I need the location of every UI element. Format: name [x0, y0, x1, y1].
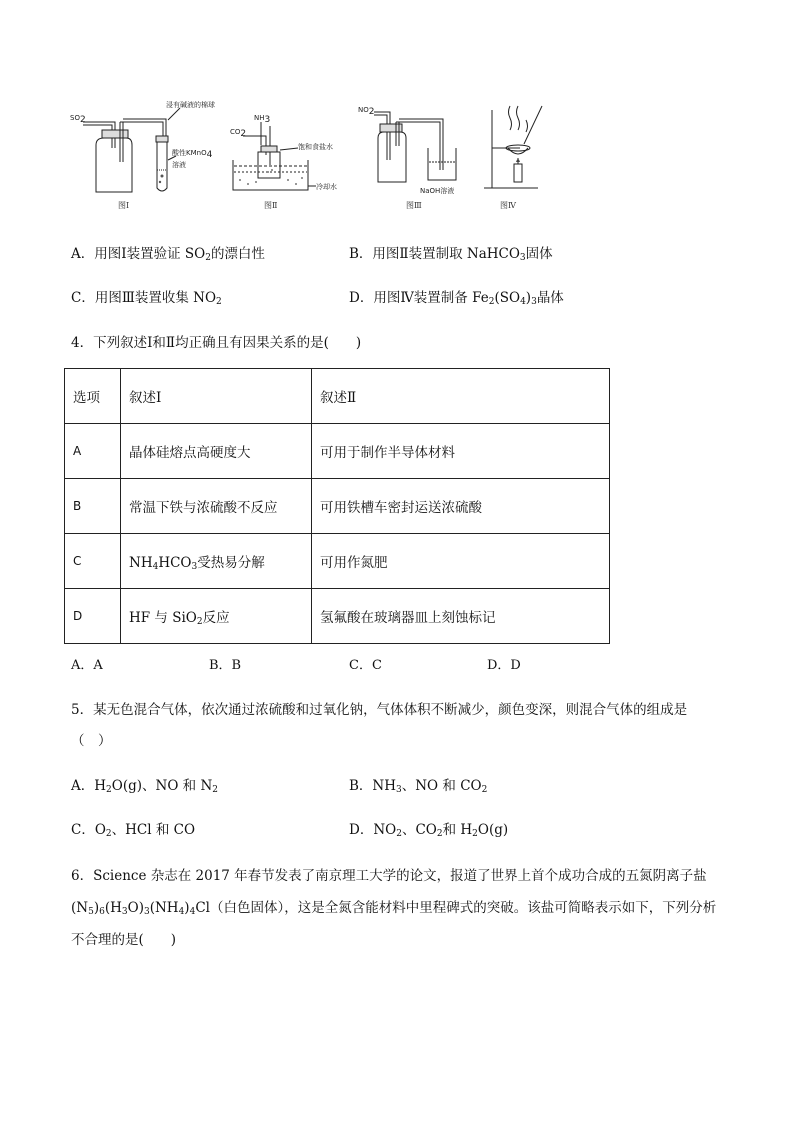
row-statement-1: 晶体硅熔点高硬度大 [121, 424, 312, 479]
q5-option-d[interactable]: D．$NO_2$、$CO_2$和 $H_2O(g)$ [349, 822, 509, 839]
apparatus-2-drawing [228, 100, 358, 200]
row-option: B [65, 479, 121, 534]
co2-label: $CO_2$ [230, 128, 247, 139]
gas-label-so2: $SO_2$ [70, 114, 86, 125]
q5-option-a[interactable]: A．$H_2O(g)$、NO 和 $N_2$ [71, 778, 219, 795]
q6-line-2: $(N_5)_6(H_3O)_3(NH_4)_4Cl$（白色固体），这是全氮含能材料中里程碑式的突破。该盐可简略表示如下，下列分析 [71, 900, 717, 917]
q5-option-b[interactable]: B．$NH_3$、NO 和 $CO_2$ [349, 778, 488, 795]
cotton-label: 浸有碱液的棉球 [166, 101, 215, 109]
table-row [65, 479, 610, 534]
q3-option-a[interactable]: A．用图Ⅰ装置验证 $SO_2$的漂白性 [71, 246, 265, 263]
q5-stem: 5．某无色混合气体，依次通过浓硫酸和过氧化钠，气体体积不断减少，颜色变深，则混合气体的组成是 [71, 702, 688, 718]
q5-option-c[interactable]: C．$O_2$、HCl 和 CO [71, 822, 196, 839]
row-statement-2: 可用于制作半导体材料 [312, 424, 610, 479]
q4-answer-c[interactable]: C．C [349, 658, 382, 673]
row-statement-2: 可用作氮肥 [312, 534, 610, 589]
naoh-label: NaOH溶液 [420, 187, 455, 195]
figure-4 [480, 100, 560, 215]
q5-paren: （ ） [71, 733, 112, 749]
figure-2-caption: 图Ⅱ [264, 201, 278, 210]
q4-answer-a[interactable]: A．A [71, 658, 103, 673]
figure-1-caption: 图Ⅰ [118, 201, 130, 210]
row-statement-1: $NH_4HCO_3$受热易分解 [121, 534, 312, 589]
figure-3-caption: 图Ⅲ [406, 201, 422, 210]
figure-2 [228, 100, 358, 215]
kmno4-label: 酸性KMnO$_4$ [172, 149, 213, 160]
q4-table [64, 368, 610, 644]
row-option: C [65, 534, 121, 589]
row-option: D [65, 589, 121, 644]
table-row [65, 424, 610, 479]
figure-4-caption: 图Ⅳ [500, 201, 516, 210]
q4-stem: 4．下列叙述Ⅰ和Ⅱ均正确且有因果关系的是( ) [71, 335, 362, 351]
row-statement-1: 常温下铁与浓硫酸不反应 [121, 479, 312, 534]
q3-option-d[interactable]: D．用图Ⅳ装置制备 $Fe_2(SO_4)_3$晶体 [349, 290, 564, 307]
table-row [65, 589, 610, 644]
brine-label: 饱和食盐水 [298, 143, 333, 151]
q3-option-b[interactable]: B．用图Ⅱ装置制取 NaHCO$_3$固体 [349, 246, 553, 263]
cold-water-label: 冷却水 [316, 183, 337, 191]
apparatus-4-drawing [480, 100, 560, 200]
table-row [65, 534, 610, 589]
row-statement-2: 可用铁槽车密封运送浓硫酸 [312, 479, 610, 534]
q4-answer-b[interactable]: B．B [209, 658, 242, 673]
no2-label: $NO_2$ [358, 106, 375, 117]
q6-line-1: 6．Science 杂志在 2017 年春节发表了南京理工大学的论文，报道了世界上首个成功合成的五氮阴离子盐 [71, 868, 707, 884]
q4-answer-d[interactable]: D．D [487, 658, 521, 673]
header-option: 选项 [65, 369, 121, 424]
row-statement-2: 氢氟酸在玻璃器皿上刻蚀标记 [312, 589, 610, 644]
q3-option-c[interactable]: C．用图Ⅲ装置收集 $NO_2$ [71, 290, 222, 307]
row-option: A [65, 424, 121, 479]
q6-line-3: 不合理的是( ) [71, 932, 177, 948]
figure-3 [356, 100, 466, 215]
solution-label: 溶液 [172, 161, 186, 169]
nh3-label: $NH_3$ [254, 114, 271, 125]
header-statement-2: 叙述Ⅱ [312, 369, 610, 424]
figure-1 [68, 100, 215, 215]
header-statement-1: 叙述Ⅰ [121, 369, 312, 424]
row-statement-1: HF 与 SiO$_2$反应 [121, 589, 312, 644]
table-header-row [65, 369, 610, 424]
